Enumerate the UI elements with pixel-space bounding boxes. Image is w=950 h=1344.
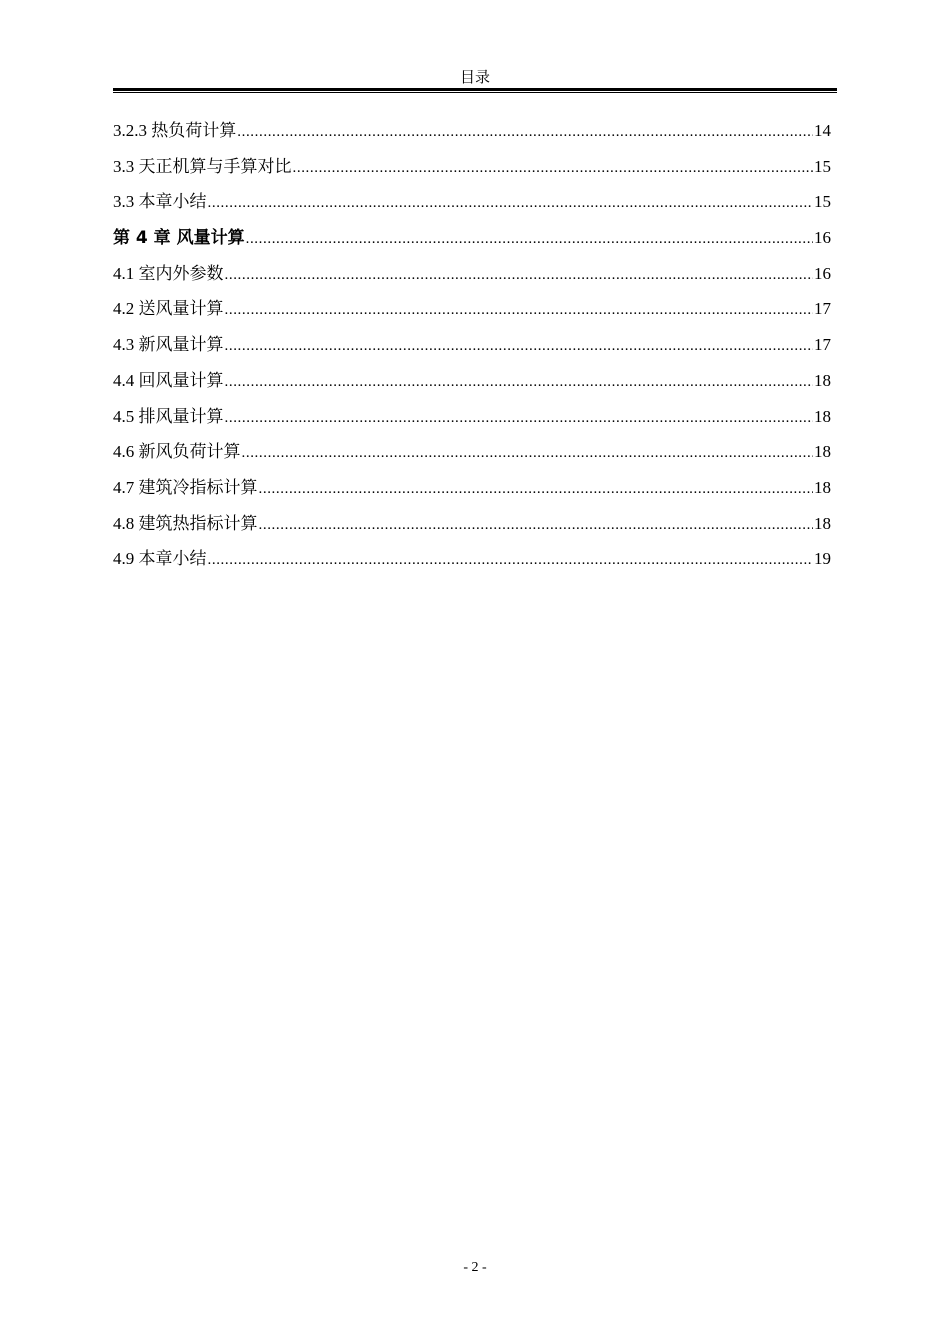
toc-dot-leader <box>225 296 814 324</box>
toc-entry[interactable] <box>113 260 831 296</box>
toc-dot-leader <box>225 332 814 360</box>
toc-entry[interactable] <box>113 117 831 153</box>
toc-entry[interactable] <box>113 367 831 403</box>
toc-entry-title: 3.3 本章小结 <box>113 192 207 212</box>
toc-entry-page: 14 <box>814 121 831 140</box>
toc-entry-page: 15 <box>814 156 831 176</box>
toc-entry-page: 15 <box>814 192 831 212</box>
toc-dot-leader <box>225 261 814 289</box>
toc-dot-leader <box>242 439 814 467</box>
toc-dot-leader <box>293 154 814 182</box>
toc-dot-leader <box>225 368 814 396</box>
toc-entry-title: 4.9 本章小结 <box>113 549 207 569</box>
toc-entry[interactable] <box>113 153 831 189</box>
toc-entry-title: 4.8 建筑热指标计算 <box>113 513 258 533</box>
toc-entry-title: 4.4 回风量计算 <box>113 370 224 390</box>
toc-entry[interactable] <box>113 331 831 367</box>
toc-dot-leader <box>225 404 814 432</box>
toc-dot-leader <box>246 225 813 253</box>
toc-entry-title: 4.6 新风负荷计算 <box>113 442 241 462</box>
toc-entry-page: 17 <box>814 335 831 355</box>
toc-entry[interactable] <box>113 295 831 331</box>
toc-dot-leader <box>259 475 814 503</box>
toc-chapter-entry[interactable] <box>113 224 831 260</box>
toc-entry-title: 4.5 排风量计算 <box>113 406 224 426</box>
toc-entry[interactable] <box>113 510 831 546</box>
toc-entry-page: 18 <box>814 406 831 426</box>
toc-entry-title: 4.3 新风量计算 <box>113 335 224 355</box>
toc-entry-title: 3.3 天正机算与手算对比 <box>113 156 292 176</box>
toc-entry[interactable] <box>113 474 831 510</box>
toc-entry[interactable] <box>113 188 831 224</box>
toc-entry-page: 18 <box>814 477 831 497</box>
toc-entry-page: 18 <box>814 370 831 390</box>
page-number: - 2 - <box>463 1260 487 1275</box>
toc-entry[interactable] <box>113 545 831 581</box>
toc-dot-leader <box>208 546 814 574</box>
page-header-title: 目录 <box>459 70 490 86</box>
table-of-contents <box>113 117 831 581</box>
toc-chapter-title: 第 4 章 风量计算 <box>113 228 245 249</box>
toc-entry-page: 19 <box>814 549 831 569</box>
toc-entry[interactable] <box>113 403 831 439</box>
toc-entry-page: 16 <box>814 228 831 248</box>
toc-entry-title: 4.1 室内外参数 <box>113 263 224 283</box>
toc-dot-leader <box>237 118 813 146</box>
toc-entry-page: 17 <box>814 299 831 319</box>
toc-entry-title: 3.2.3 热负荷计算 <box>113 121 237 140</box>
toc-entry[interactable] <box>113 438 831 474</box>
toc-dot-leader <box>259 511 814 539</box>
toc-entry-title: 4.7 建筑冷指标计算 <box>113 477 258 497</box>
header-divider <box>113 88 837 93</box>
toc-entry-page: 16 <box>814 263 831 283</box>
toc-entry-page: 18 <box>814 513 831 533</box>
toc-entry-page: 18 <box>814 442 831 462</box>
toc-entry-title: 4.2 送风量计算 <box>113 299 224 319</box>
toc-dot-leader <box>208 189 814 217</box>
